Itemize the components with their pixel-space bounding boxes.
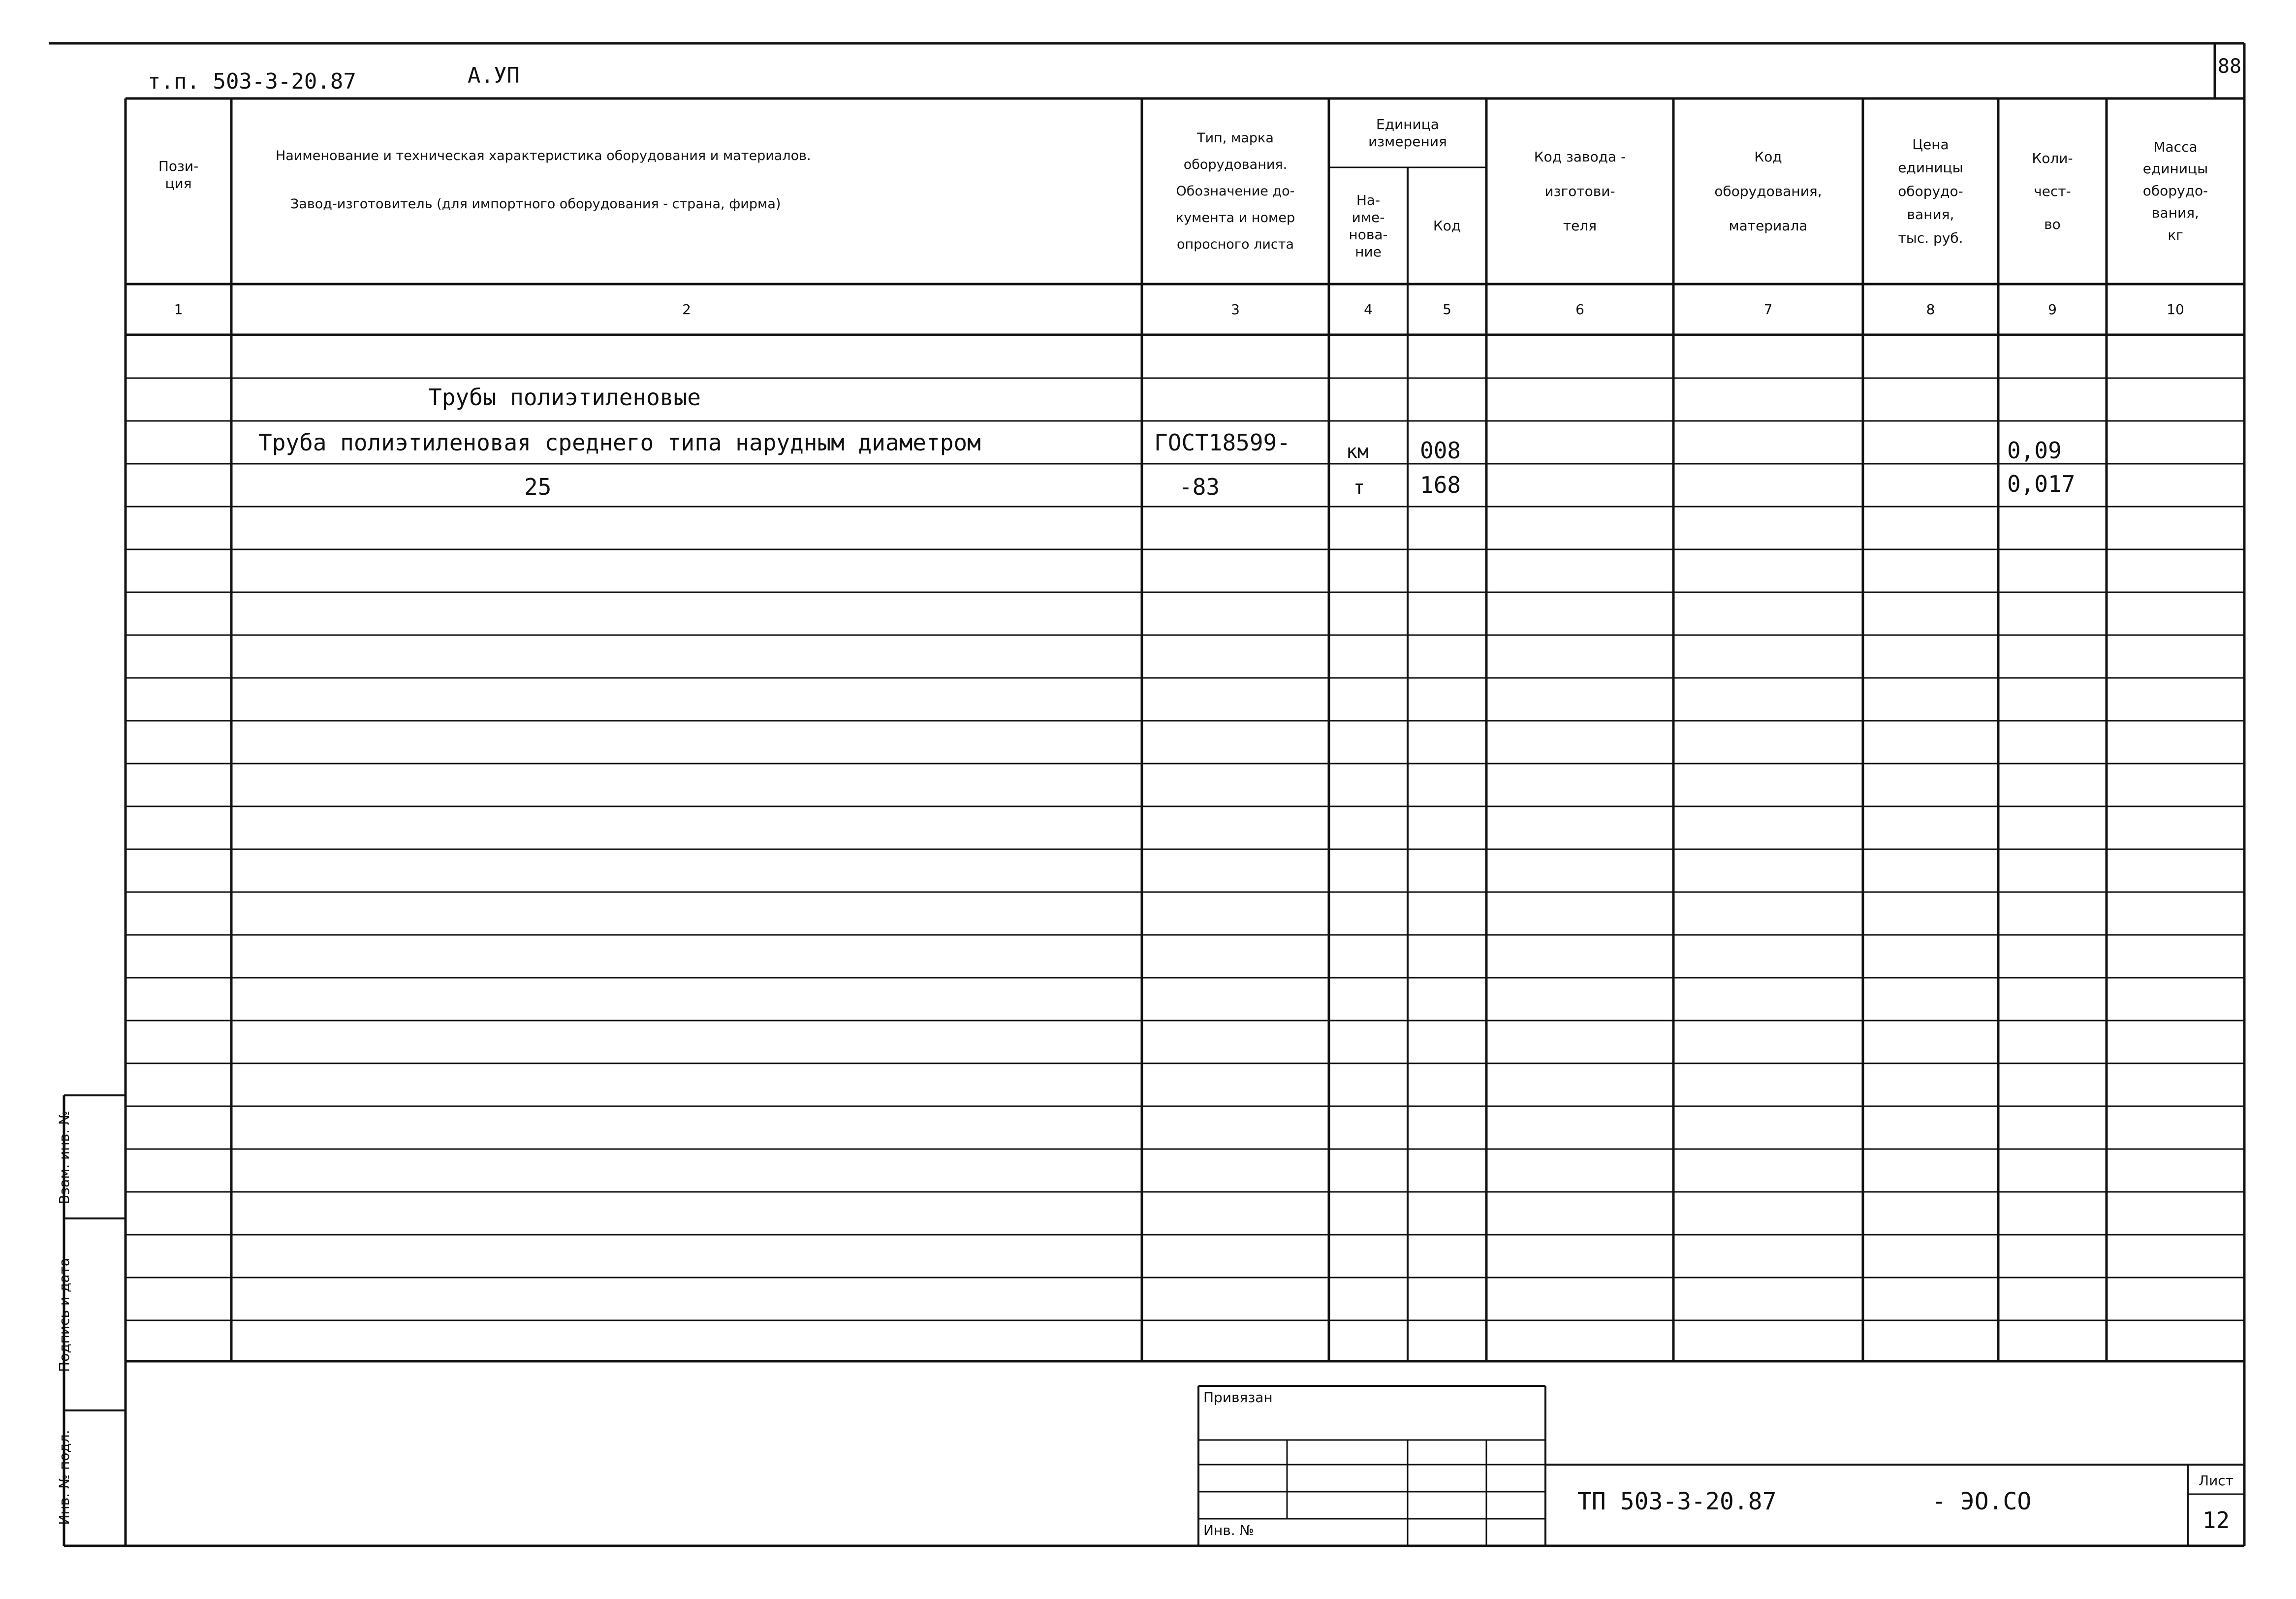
col-equipment-code-header: Код оборудования, материала <box>1714 148 1822 234</box>
col-mass-header: Масса единицы оборудо- вания, кг <box>2142 138 2208 243</box>
col-position-header: Пози- ция <box>158 158 199 192</box>
col-name-header-line1: Наименование и техническая характеристика оборудования и материалов. <box>276 148 811 163</box>
col-plant-code-header: Код завода - изготови- теля <box>1534 148 1626 234</box>
stamp-inv-label: Инв. № подл. <box>56 1430 72 1525</box>
privyazan-label: Привязан <box>1203 1389 1273 1406</box>
unit-name-1: км <box>1346 441 1369 462</box>
col-unit-group-header: Единица измерения <box>1368 116 1447 150</box>
col-quantity-header: Коли- чест- во <box>2032 150 2073 233</box>
stamp-signature-label: Подпись и дата <box>56 1258 72 1372</box>
col-number-8: 8 <box>1926 301 1935 318</box>
col-name-header-line2: Завод-изготовитель (для импортного оборудования - страна, фирма) <box>290 196 781 212</box>
section-code: - ЭО.СО <box>1932 1488 2032 1515</box>
stamp-vzam-label: Взам. инв. № <box>56 1110 72 1205</box>
quantity-2: 0,017 <box>2007 471 2076 497</box>
unit-code-1: 008 <box>1420 437 1461 464</box>
col-number-10: 10 <box>2167 301 2184 318</box>
col-unit-code-header: Код <box>1433 218 1461 234</box>
col-number-2: 2 <box>682 301 691 318</box>
quantity-1: 0,09 <box>2007 437 2062 464</box>
col-number-3: 3 <box>1231 301 1240 318</box>
album-label: А.УП <box>468 63 520 88</box>
doc-designation-line2: -83 <box>1179 474 1220 500</box>
section-title: Трубы полиэтиленовые <box>428 384 701 411</box>
col-number-9: 9 <box>2048 301 2057 318</box>
col-price-header: Цена единицы оборудо- вания, тыс. руб. <box>1898 136 1963 246</box>
inventory-number-label: Инв. № <box>1203 1522 1254 1538</box>
unit-name-2: т <box>1353 477 1365 498</box>
sheet-number: 12 <box>2202 1506 2230 1534</box>
item-name-line1: Труба полиэтиленовая среднего типа нарудным диаметром <box>258 429 981 456</box>
unit-code-2: 168 <box>1420 472 1461 498</box>
page-number: 88 <box>2217 55 2242 78</box>
document-code: т.п. 503-3-20.87 <box>148 69 356 94</box>
col-number-5: 5 <box>1443 301 1451 318</box>
item-name-line2: 25 <box>524 474 552 500</box>
col-number-4: 4 <box>1364 301 1373 318</box>
col-type-header: Тип, марка оборудования. Обозначение до- кумента и номер опросного листа <box>1175 130 1295 252</box>
col-number-1: 1 <box>174 301 183 318</box>
col-number-7: 7 <box>1763 301 1773 318</box>
sheet-label: Лист <box>2199 1472 2233 1489</box>
project-designation: ТП 503-3-20.87 <box>1577 1488 1777 1515</box>
col-unit-name-header: На- име- нова- ние <box>1349 192 1388 260</box>
doc-designation-line1: ГОСТ18599- <box>1154 429 1290 456</box>
col-number-6: 6 <box>1575 301 1584 318</box>
